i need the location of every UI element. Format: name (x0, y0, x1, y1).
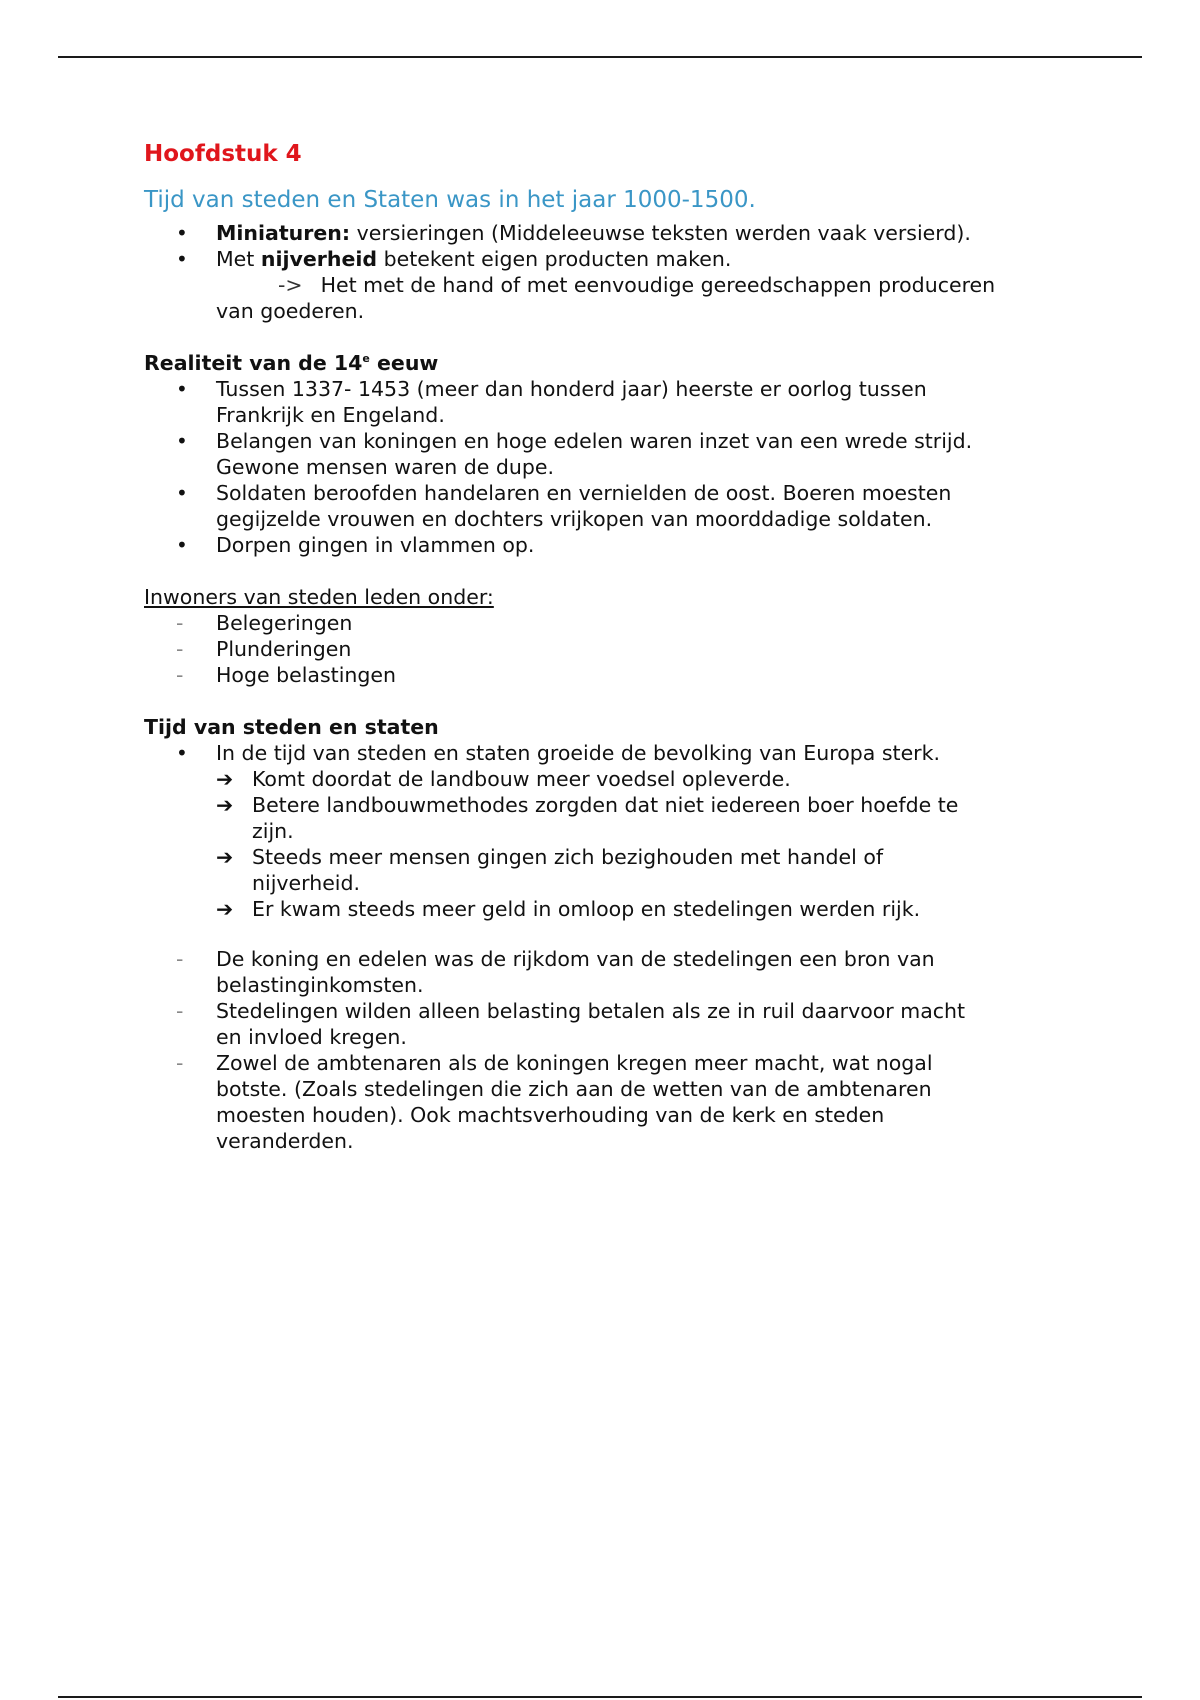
text-span: Met (216, 247, 261, 271)
item-line: Frankrijk en Engeland. (216, 403, 445, 427)
bullet-icon: • (176, 481, 188, 505)
arrow-right-icon: ➔ (216, 845, 234, 869)
bullet-icon: • (176, 377, 188, 401)
item-line: belastinginkomsten. (216, 973, 424, 997)
item-line: Tussen 1337- 1453 (meer dan honderd jaar) heerste er oorlog tussen (216, 377, 927, 401)
dash-icon: - (176, 611, 184, 635)
document-body (144, 138, 1064, 1154)
bullet-icon: • (176, 247, 188, 271)
list-item (144, 480, 1064, 532)
header-rule (58, 56, 1142, 58)
item-line: nijverheid. (252, 871, 361, 895)
arrow-item (216, 766, 1064, 792)
item-line: veranderden. (216, 1129, 354, 1153)
list-item (144, 740, 1064, 766)
section-heading-realiteit (144, 350, 1064, 376)
item-line: Er kwam steeds meer geld in omloop en stedelingen werden rijk. (252, 897, 921, 921)
section-heading-tijd: Tijd van steden en staten (144, 715, 439, 739)
text-span: betekent eigen producten maken. (377, 247, 732, 271)
dash-icon: - (176, 999, 184, 1023)
dash-list (144, 946, 1064, 1154)
arrow-right-icon: ➔ (216, 767, 234, 791)
item-text: In de tijd van steden en staten groeide de bevolking van Europa sterk. (216, 741, 940, 765)
item-line: moesten houden). Ook machtsverhouding van de kerk en steden (216, 1103, 885, 1127)
realiteit-list (144, 376, 1064, 558)
list-item (144, 636, 1064, 662)
intro-list (144, 220, 1064, 324)
list-item (144, 610, 1064, 636)
item-line: gegijzelde vrouwen en dochters vrijkopen van moorddadige soldaten. (216, 507, 933, 531)
item-text: Belegeringen (216, 611, 353, 635)
list-item (144, 246, 1064, 272)
list-item (144, 532, 1064, 558)
arrow-text-icon: -> (278, 273, 303, 297)
bullet-icon: • (176, 741, 188, 765)
dash-icon: - (176, 663, 184, 687)
list-item (144, 662, 1064, 688)
dash-icon: - (176, 1051, 184, 1075)
item-text: Plunderingen (216, 637, 352, 661)
list-item (144, 998, 1064, 1050)
heading-text: eeuw (369, 351, 439, 375)
bullet-icon: • (176, 533, 188, 557)
item-line: botste. (Zoals stedelingen die zich aan de wetten van de ambtenaren (216, 1077, 932, 1101)
tijd-list (144, 740, 1064, 766)
dash-icon: - (176, 947, 184, 971)
dash-icon: - (176, 637, 184, 661)
chapter-subtitle: Tijd van steden en Staten was in het jaar 1000-1500. (144, 187, 756, 213)
item-line: De koning en edelen was de rijkdom van de stedelingen een bron van (216, 947, 935, 971)
definition-text: versieringen (Middeleeuwse teksten werden vaak versierd). (350, 221, 971, 245)
item-text: Hoge belastingen (216, 663, 397, 687)
section-heading-inwoners: Inwoners van steden leden onder: (144, 585, 494, 609)
item-line: Zowel de ambtenaren als de koningen kregen meer macht, wat nogal (216, 1051, 933, 1075)
list-item (144, 376, 1064, 428)
arrow-note (144, 272, 1064, 298)
item-line: Betere landbouwmethodes zorgden dat niet iedereen boer hoefde te (252, 793, 959, 817)
arrow-item (216, 896, 1064, 922)
item-line: Soldaten beroofden handelaren en vernielden de oost. Boeren moesten (216, 481, 952, 505)
item-line: zijn. (252, 819, 294, 843)
arrow-right-icon: ➔ (216, 793, 234, 817)
list-item (144, 428, 1064, 480)
heading-text: Realiteit van de 14 (144, 351, 363, 375)
arrow-item (216, 844, 1064, 896)
item-line: Steeds meer mensen gingen zich bezighouden met handel of (252, 845, 884, 869)
arrow-right-icon: ➔ (216, 897, 234, 921)
item-line: Dorpen gingen in vlammen op. (216, 533, 535, 557)
arrow-note-text: Het met de hand of met eenvoudige gereedschappen produceren (320, 273, 996, 297)
arrow-list (216, 766, 1064, 922)
footer-rule (58, 1696, 1142, 1698)
arrow-item (216, 792, 1064, 844)
heading-superscript: e (362, 352, 370, 366)
inwoners-list (144, 610, 1064, 688)
list-item (144, 946, 1064, 998)
item-line: Stedelingen wilden alleen belasting betalen als ze in ruil daarvoor macht (216, 999, 966, 1023)
item-line: Belangen van koningen en hoge edelen waren inzet van een wrede strijd. (216, 429, 973, 453)
list-item (144, 1050, 1064, 1154)
item-line: Komt doordat de landbouw meer voedsel opleverde. (252, 767, 791, 791)
term-nijverheid: nijverheid (260, 247, 378, 271)
item-line: en invloed kregen. (216, 1025, 407, 1049)
bullet-icon: • (176, 429, 188, 453)
item-line: Gewone mensen waren de dupe. (216, 455, 555, 479)
chapter-title: Hoofdstuk 4 (144, 141, 302, 167)
term-miniaturen: Miniaturen: (216, 221, 351, 245)
arrow-note-continued: van goederen. (216, 299, 365, 323)
list-item (144, 220, 1064, 246)
bullet-icon: • (176, 221, 188, 245)
